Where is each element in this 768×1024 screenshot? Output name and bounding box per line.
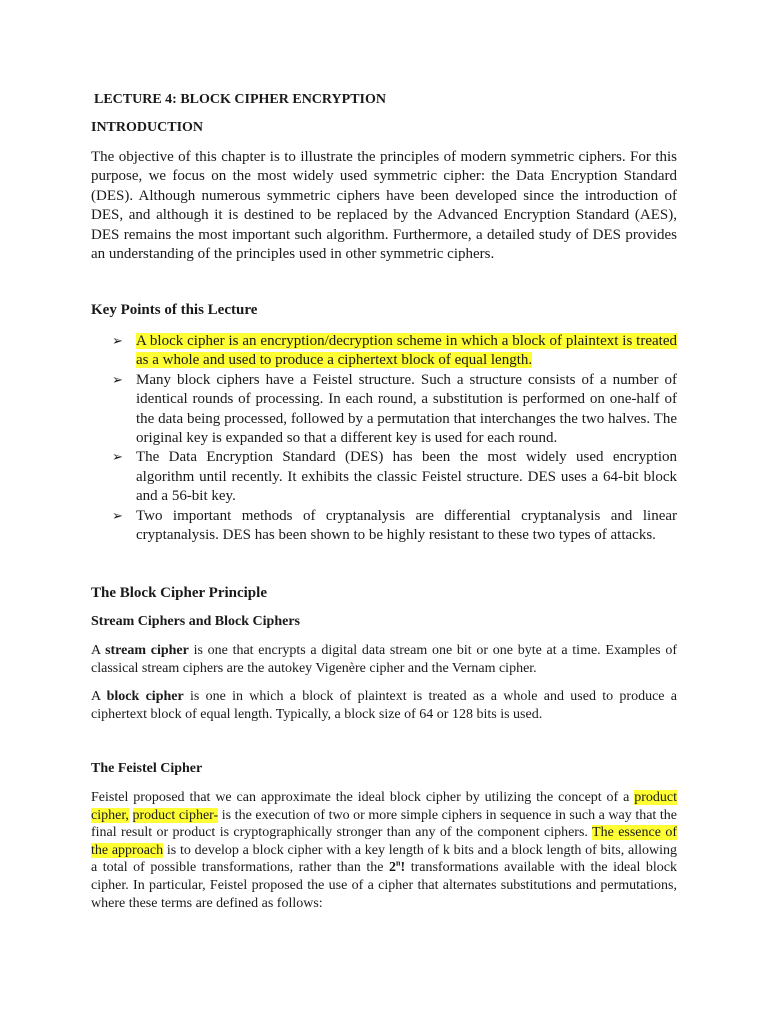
highlight-product-cipher-def: product cipher- bbox=[132, 807, 219, 823]
highlight-product-cipher: product cipher, bbox=[91, 790, 677, 823]
key-point-item bbox=[112, 448, 677, 506]
lecture-title: LECTURE 4: BLOCK CIPHER ENCRYPTION bbox=[94, 92, 386, 107]
arrow-bullet-icon: ➢ bbox=[112, 508, 123, 524]
power-expression bbox=[389, 860, 405, 875]
introduction-heading: INTRODUCTION bbox=[91, 120, 204, 135]
key-points-heading: Key Points of this Lecture bbox=[91, 302, 258, 318]
key-point-item bbox=[112, 332, 677, 371]
arrow-bullet-icon: ➢ bbox=[112, 450, 123, 466]
text-run bbox=[129, 808, 133, 823]
stream-block-ciphers-subheading: Stream Ciphers and Block Ciphers bbox=[91, 614, 300, 629]
highlight-essence: The essence of the approach bbox=[91, 825, 677, 858]
key-point-item bbox=[112, 507, 677, 546]
text-run: is one in which a block of plaintext is treated as a whole and used to produce a ciphertext block of equal length. Typically, a block size of 64 or 128 bits is used. bbox=[91, 689, 678, 722]
block-cipher-term: block cipher bbox=[106, 689, 184, 704]
block-cipher-principle-heading: The Block Cipher Principle bbox=[91, 585, 267, 601]
feistel-cipher-heading: The Feistel Cipher bbox=[91, 761, 203, 776]
block-cipher-paragraph bbox=[91, 688, 677, 724]
power-exponent: n bbox=[396, 858, 401, 868]
text-run: A bbox=[91, 643, 106, 658]
text-run: A bbox=[91, 689, 107, 704]
key-point-text: Many block ciphers have a Feistel structure. Such a structure consists of a number of identical rounds of processing. In each round, a substitution is performed on one-half of the data being processed, followed by a permutation that interchanges the two halves. The original key is expanded so that a different key is used for each round. bbox=[136, 371, 677, 447]
text-run: is to develop a block cipher with a key length of k bits and a block length of bits, allowing a total of possible transformations, rather than the bbox=[91, 842, 677, 876]
key-point-text: A block cipher is an encryption/decryption scheme in which a block of plaintext is treated as a whole and used to produce a ciphertext block of equal length. bbox=[136, 333, 677, 369]
key-points-list bbox=[112, 332, 677, 545]
text-run: Feistel proposed that we can approximate the ideal block cipher by utilizing the concept of a bbox=[91, 790, 635, 805]
key-point-text: Two important methods of cryptanalysis are differential cryptanalysis and linear cryptanalysis. DES has been shown to be highly resistant to these two types of attacks. bbox=[136, 507, 677, 544]
stream-cipher-term: stream cipher bbox=[105, 643, 189, 658]
text-run: is the execution of two or more simple ciphers in sequence in such a way that the final result or product is cryptographically stronger than any of the component ciphers. bbox=[91, 807, 677, 841]
text-run: transformations available with the ideal block cipher. In particular, Feistel proposed the use of a cipher that alternates substitutions and permutations, where these terms are defined as follows: bbox=[91, 860, 677, 911]
introduction-paragraph: The objective of this chapter is to illustrate the principles of modern symmetric ciphers. For this purpose, we focus on the most widely used symmetric cipher: the Data Encryption Standard (DES). Although numerous symmetric ciphers have been developed since the introduction of DES, and although it is destined to be replaced by the Advanced Encryption Standard (AES), DES remains the most important such algorithm. Furthermore, a detailed study of DES provides an understanding of the principles used in other symmetric ciphers. bbox=[91, 149, 677, 263]
stream-cipher-paragraph bbox=[91, 642, 677, 678]
arrow-bullet-icon: ➢ bbox=[112, 334, 123, 349]
key-point-item bbox=[112, 371, 677, 449]
feistel-paragraph bbox=[91, 789, 677, 912]
text-run: is one that encrypts a digital data stream one bit or one byte at a time. Examples of classical stream ciphers are the autokey Vigenère cipher and the Vernam cipher. bbox=[91, 643, 677, 676]
key-point-text: The Data Encryption Standard (DES) has been the most widely used encryption algorithm until recently. It exhibits the classic Feistel structure. DES uses a 64-bit block and a 56-bit key. bbox=[136, 449, 677, 505]
power-base: 2 bbox=[389, 860, 397, 876]
power-suffix: ! bbox=[400, 860, 406, 876]
arrow-bullet-icon: ➢ bbox=[112, 372, 123, 388]
